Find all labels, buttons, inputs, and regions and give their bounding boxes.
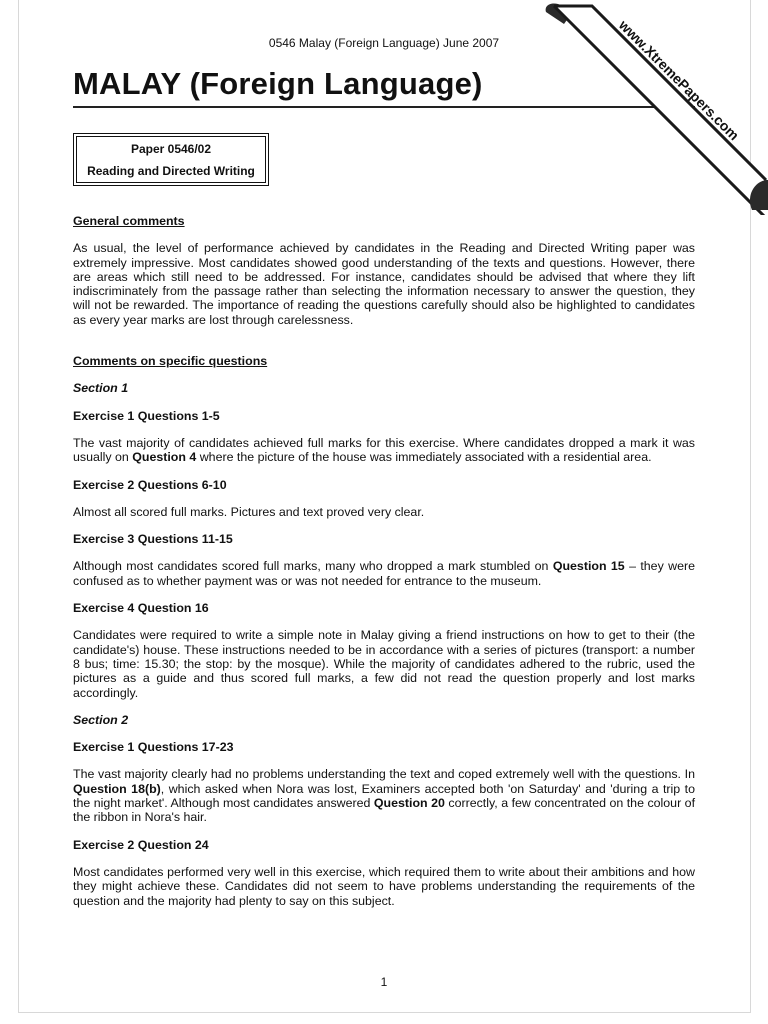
general-comments-heading: General comments	[73, 214, 185, 228]
watermark-ribbon[interactable]	[540, 0, 768, 215]
paper-info-box	[73, 133, 269, 186]
ribbon-graphic	[540, 0, 768, 215]
s1-exercise-2-paragraph: Almost all scored full marks. Pictures and text proved very clear.	[73, 504, 425, 519]
paper-subtitle: Reading and Directed Writing	[87, 163, 255, 178]
s1-exercise-3-heading: Exercise 3 Questions 11-15	[73, 532, 233, 547]
ribbon-url-text: www.XtremePapers.com	[615, 16, 743, 144]
section-2-label: Section 2	[73, 712, 129, 727]
s1-exercise-2-heading: Exercise 2 Questions 6-10	[73, 477, 227, 492]
s1-exercise-1-paragraph: The vast majority of candidates achieved full marks for this exercise. Where candidates dropped a mark it was usually on Question 4 where the picture of the house was immediately associated with a residential area.	[73, 435, 695, 465]
s2-exercise-2-paragraph: Most candidates performed very well in this exercise, which required them to write about their ambitions and how they might achieve these. Candidates did not seem to have problems understanding the requirements of the question and the majority had plenty to say on this subject.	[73, 864, 695, 908]
section-1-label: Section 1	[73, 381, 129, 396]
specific-comments-heading: Comments on specific questions	[73, 354, 268, 369]
general-comments-paragraph: As usual, the level of performance achieved by candidates in the Reading and Directed Writing paper was extremely impressive. Most candidates showed good understanding of the texts and questions. However, there are areas which still need to be addressed. For instance, candidates should be advised that where they lift indiscriminately from the passage rather than selecting the information necessary to answer the question, they will not be rewarded. The importance of reading the questions carefully should also be highlighted to candidates as every year marks are lost through carelessness.	[73, 241, 695, 327]
s2-exercise-1-paragraph: The vast majority clearly had no problems understanding the text and coped extremely well with the questions. In Question 18(b), which asked when Nora was lost, Examiners accepted both 'on Saturday' and 'during a trip to the night market'. Although most candidates answered Question 20 correctly, a few concentrated on the colour of the ribbon in Nora's hair.	[73, 767, 696, 825]
s2-exercise-1-heading: Exercise 1 Questions 17-23	[73, 740, 234, 755]
s1-exercise-4-paragraph: Candidates were required to write a simple note in Malay giving a friend instructions on how to get to their (the candidate's) house. These instructions needed to be in accordance with a series of pictures (transport: a number 8 bus; time: 15.30; the stop: by the mosque). While the majority of candidates adhered to the rubric, used the pictures as a guide and thus scored full marks, a few did not read the question properly and lost marks accordingly.	[73, 628, 695, 700]
document-title: MALAY (Foreign Language)	[73, 66, 695, 108]
s1-exercise-3-paragraph: Although most candidates scored full marks, many who dropped a mark stumbled on Question 15 – they were confused as to whether payment was or was not needed for entrance to the museum.	[73, 559, 695, 588]
page-number: 1	[380, 975, 388, 989]
running-header: 0546 Malay (Foreign Language) June 2007	[268, 36, 500, 50]
report-body	[73, 214, 695, 921]
paper-code: Paper 0546/02	[130, 141, 212, 156]
s2-exercise-2-heading: Exercise 2 Question 24	[73, 837, 209, 852]
s1-exercise-1-heading: Exercise 1 Questions 1-5	[73, 408, 220, 423]
s1-exercise-4-heading: Exercise 4 Question 16	[73, 601, 209, 616]
